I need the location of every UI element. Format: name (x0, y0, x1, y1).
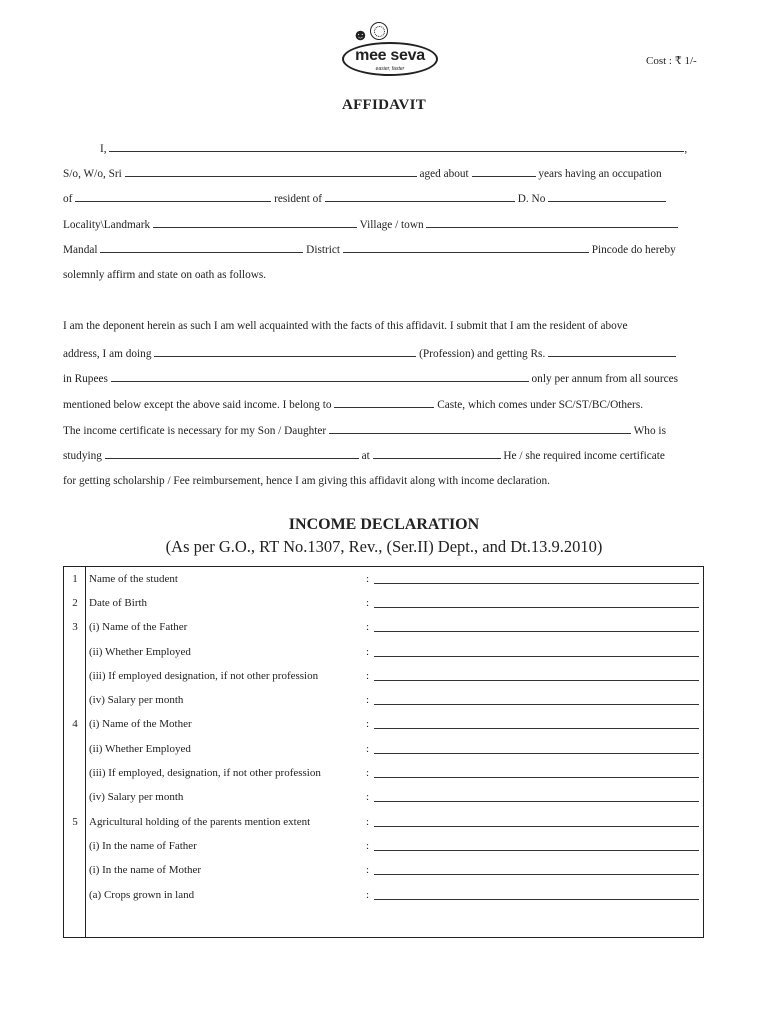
dno-blank[interactable] (548, 192, 666, 202)
row-colon: : (366, 864, 370, 876)
row-label: Name of the student (89, 573, 178, 585)
declaration-row (64, 646, 703, 664)
row-label: (i) Name of the Mother (89, 718, 192, 730)
declaration-row (64, 791, 703, 809)
row-answer-blank[interactable] (374, 850, 699, 851)
income-declaration-title: INCOME DECLARATION (288, 516, 480, 533)
label-at: at (361, 450, 370, 462)
line-of (63, 192, 666, 205)
label-who-is: Who is (633, 425, 666, 437)
age-blank[interactable] (472, 167, 536, 177)
label-studying: studying (63, 450, 102, 462)
row-colon: : (366, 597, 370, 609)
line-so (63, 167, 662, 180)
line-i (100, 142, 687, 155)
row-label: (ii) Whether Employed (89, 646, 191, 658)
logo-brand: mee seva (355, 47, 425, 64)
district-blank[interactable] (343, 243, 589, 253)
line-address (63, 347, 676, 360)
row-answer-blank[interactable] (374, 801, 699, 802)
row-number: 4 (72, 718, 78, 730)
row-colon: : (366, 816, 370, 828)
row-colon: : (366, 621, 370, 633)
income-rs-blank[interactable] (548, 347, 676, 357)
row-answer-blank[interactable] (374, 680, 699, 681)
label-i: I, (100, 143, 107, 155)
institution-blank[interactable] (373, 449, 501, 459)
row-label: (a) Crops grown in land (89, 889, 195, 901)
label-village: Village / town (359, 219, 424, 231)
line-son-daughter (63, 424, 666, 437)
caste-blank[interactable] (334, 398, 434, 408)
row-colon: : (366, 646, 370, 658)
label-district: District (306, 244, 341, 256)
locality-blank[interactable] (153, 218, 357, 228)
row-number: 1 (72, 573, 78, 585)
declaration-row (64, 840, 703, 858)
line-studying (63, 449, 665, 462)
row-label: (iv) Salary per month (89, 694, 184, 706)
declaration-row (64, 889, 703, 907)
course-blank[interactable] (105, 449, 359, 459)
row-answer-blank[interactable] (374, 777, 699, 778)
row-colon: : (366, 840, 370, 852)
label-aged: aged about (419, 168, 469, 180)
declaration-row (64, 743, 703, 761)
row-label: (iv) Salary per month (89, 791, 184, 803)
label-per-annum: only per annum from all sources (531, 373, 679, 385)
label-so: S/o, W/o, Sri (63, 168, 122, 180)
father-name-blank[interactable] (125, 167, 417, 177)
occupation-blank[interactable] (75, 192, 271, 202)
cost-label: Cost : ₹ 1/- (646, 55, 697, 67)
row-colon: : (366, 670, 370, 682)
declaration-row (64, 864, 703, 882)
label-pincode: Pincode do hereby (591, 244, 676, 256)
row-colon: : (366, 718, 370, 730)
row-answer-blank[interactable] (374, 826, 699, 827)
label-son-daughter: The income certificate is necessary for my Son / Daughter (63, 425, 327, 437)
line-locality (63, 218, 678, 231)
row-label: (ii) Whether Employed (89, 743, 191, 755)
label-resident: resident of (274, 193, 323, 205)
declaration-table (63, 566, 704, 938)
line-rupees (63, 372, 678, 385)
declaration-row (64, 694, 703, 712)
row-label: (i) Name of the Father (89, 621, 188, 633)
declaration-row (64, 573, 703, 591)
row-label: Date of Birth (89, 597, 148, 609)
mandal-blank[interactable] (100, 243, 303, 253)
label-profession: (Profession) and getting Rs. (419, 348, 546, 360)
comma: , (684, 143, 688, 155)
declaration-row (64, 621, 703, 639)
emblem-icon (370, 22, 388, 40)
smiley-icon: ☻ (352, 27, 369, 44)
row-number: 5 (72, 816, 78, 828)
declaration-row (64, 767, 703, 785)
row-answer-blank[interactable] (374, 607, 699, 608)
row-answer-blank[interactable] (374, 874, 699, 875)
row-answer-blank[interactable] (374, 583, 699, 584)
row-label: (i) In the name of Father (89, 840, 197, 852)
label-rupees: in Rupees (63, 373, 108, 385)
line-mandal (63, 243, 676, 256)
logo-tagline: easier, faster (375, 66, 405, 72)
declaration-row (64, 718, 703, 736)
line-deponent: I am the deponent herein as such I am well acquainted with the facts of this affidavit. I submit that I am the resident of above (63, 320, 628, 332)
label-belong: mentioned below except the above said income. I belong to (63, 399, 332, 411)
row-number: 2 (72, 597, 78, 609)
row-colon: : (366, 694, 370, 706)
name-blank[interactable] (109, 142, 684, 152)
profession-blank[interactable] (154, 347, 416, 357)
mee-seva-logo (340, 20, 440, 80)
resident-blank[interactable] (325, 192, 515, 202)
row-answer-blank[interactable] (374, 656, 699, 657)
label-mandal: Mandal (63, 244, 98, 256)
rupees-words-blank[interactable] (111, 372, 529, 382)
row-answer-blank[interactable] (374, 753, 699, 754)
row-colon: : (366, 767, 370, 779)
row-label: Agricultural holding of the parents mention extent (89, 816, 311, 828)
label-of: of (63, 193, 73, 205)
label-years: years having an occupation (538, 168, 662, 180)
row-answer-blank[interactable] (374, 631, 699, 632)
row-number: 3 (72, 621, 78, 633)
income-declaration-subtitle: (As per G.O., RT No.1307, Rev., (Ser.II) Dept., and Dt.13.9.2010) (165, 537, 603, 556)
declaration-row (64, 597, 703, 615)
row-colon: : (366, 791, 370, 803)
label-address: address, I am doing (63, 348, 152, 360)
line-solemnly: solemnly affirm and state on oath as follows. (63, 269, 267, 281)
row-answer-blank[interactable] (374, 704, 699, 705)
label-required: He / she required income certificate (503, 450, 665, 462)
page-title: AFFIDAVIT (341, 97, 427, 113)
label-caste: Caste, which comes under SC/ST/BC/Others. (437, 399, 644, 411)
line-scholarship: for getting scholarship / Fee reimbursement, hence I am giving this affidavit along with income declaration. (63, 475, 550, 487)
line-caste (63, 398, 643, 411)
row-colon: : (366, 573, 370, 585)
child-name-blank[interactable] (329, 424, 631, 434)
row-label: (i) In the name of Mother (89, 864, 202, 876)
row-label: (iii) If employed, designation, if not other profession (89, 767, 321, 779)
label-locality: Locality\Landmark (63, 219, 151, 231)
row-label: (iii) If employed designation, if not other profession (89, 670, 319, 682)
row-colon: : (366, 889, 370, 901)
row-answer-blank[interactable] (374, 899, 699, 900)
declaration-row (64, 816, 703, 834)
row-answer-blank[interactable] (374, 728, 699, 729)
label-dno: D. No (517, 193, 546, 205)
village-blank[interactable] (426, 218, 678, 228)
declaration-row (64, 670, 703, 688)
row-colon: : (366, 743, 370, 755)
